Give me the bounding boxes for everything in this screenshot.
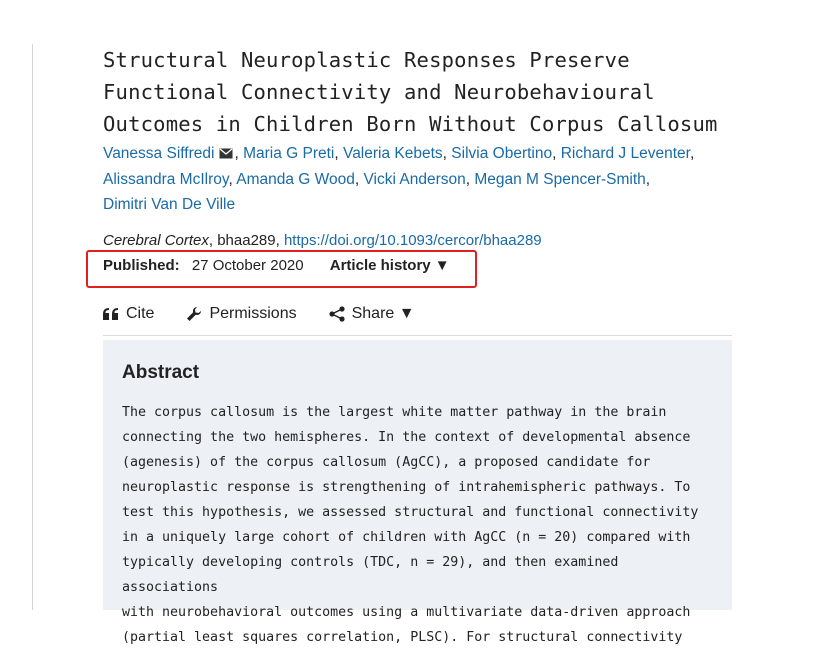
- author-link[interactable]: Amanda G Wood: [236, 171, 355, 188]
- permissions-label: Permissions: [209, 305, 297, 322]
- highlight-box: [86, 250, 477, 288]
- article-id: , bhaa289,: [208, 232, 284, 249]
- published-label: Published:: [103, 257, 180, 274]
- article-header: [103, 44, 733, 336]
- permissions-button[interactable]: [186, 305, 296, 323]
- abstract-heading: Abstract: [122, 362, 200, 383]
- author-link[interactable]: Alissandra McIlroy: [103, 171, 229, 188]
- title-line: Functional Connectivity and Neurobehavioural: [103, 80, 655, 104]
- share-label: Share ▼: [351, 305, 415, 322]
- title-line: Structural Neuroplastic Responses Preserve: [103, 48, 630, 72]
- author-link[interactable]: Dimitri Van De Ville: [103, 196, 236, 213]
- author-link[interactable]: Maria G Preti: [243, 145, 335, 162]
- author-link[interactable]: Megan M Spencer-Smith: [474, 171, 646, 188]
- cite-label: Cite: [126, 305, 155, 322]
- quote-icon: [103, 308, 119, 320]
- published-date: 27 October 2020: [191, 257, 304, 274]
- cite-button[interactable]: [103, 305, 154, 323]
- author-link[interactable]: Silvia Obertino: [451, 145, 553, 162]
- article-history-toggle[interactable]: Article history ▼: [329, 257, 450, 274]
- author-link[interactable]: Vicki Anderson: [363, 171, 466, 188]
- author-link[interactable]: Valeria Kebets: [343, 145, 443, 162]
- envelope-icon[interactable]: [219, 142, 233, 167]
- author-list: Vanessa Siffredi , Maria G Preti, Valeria Kebets, Silvia Obertino, Richard J Leventer, Alissandra McIlroy, Amanda G Wood, Vicki Anderson, Megan M Spencer-Smith, Dimitri Van De Ville: [103, 141, 733, 217]
- share-icon: [329, 306, 345, 322]
- share-button[interactable]: [329, 305, 415, 323]
- doi-link[interactable]: https://doi.org/10.1093/cercor/bhaa289: [283, 232, 542, 249]
- author-link[interactable]: Vanessa Siffredi: [103, 145, 215, 162]
- journal-name: Cerebral Cortex: [103, 232, 209, 249]
- abstract-panel: [103, 340, 732, 645]
- wrench-icon: [186, 306, 202, 322]
- article-title: [103, 44, 733, 140]
- left-divider: [32, 44, 33, 610]
- article-toolbar: [103, 293, 732, 336]
- abstract-text: The corpus callosum is the largest white matter pathway in the brain connecting the two hemispheres. In the context of developmental absence (agenesis) of the corpus callosum (AgCC), a proposed candidate for neuroplastic response is strengthening of intrahemispheric pathways. To test this hypothesis, we assessed structural and functional connectivity in a uniquely large cohort of children with AgCC (n = 20) compared with typically developing controls (TDC, n = 29), and then examined associations with neurobehavioral outcomes using a multivariate data-driven approach (partial least squares correlation, PLSC). For structural connectivity: [122, 405, 699, 645]
- title-line: Outcomes in Children Born Without Corpus Callosum: [103, 112, 718, 136]
- author-link[interactable]: Richard J Leventer: [560, 145, 690, 162]
